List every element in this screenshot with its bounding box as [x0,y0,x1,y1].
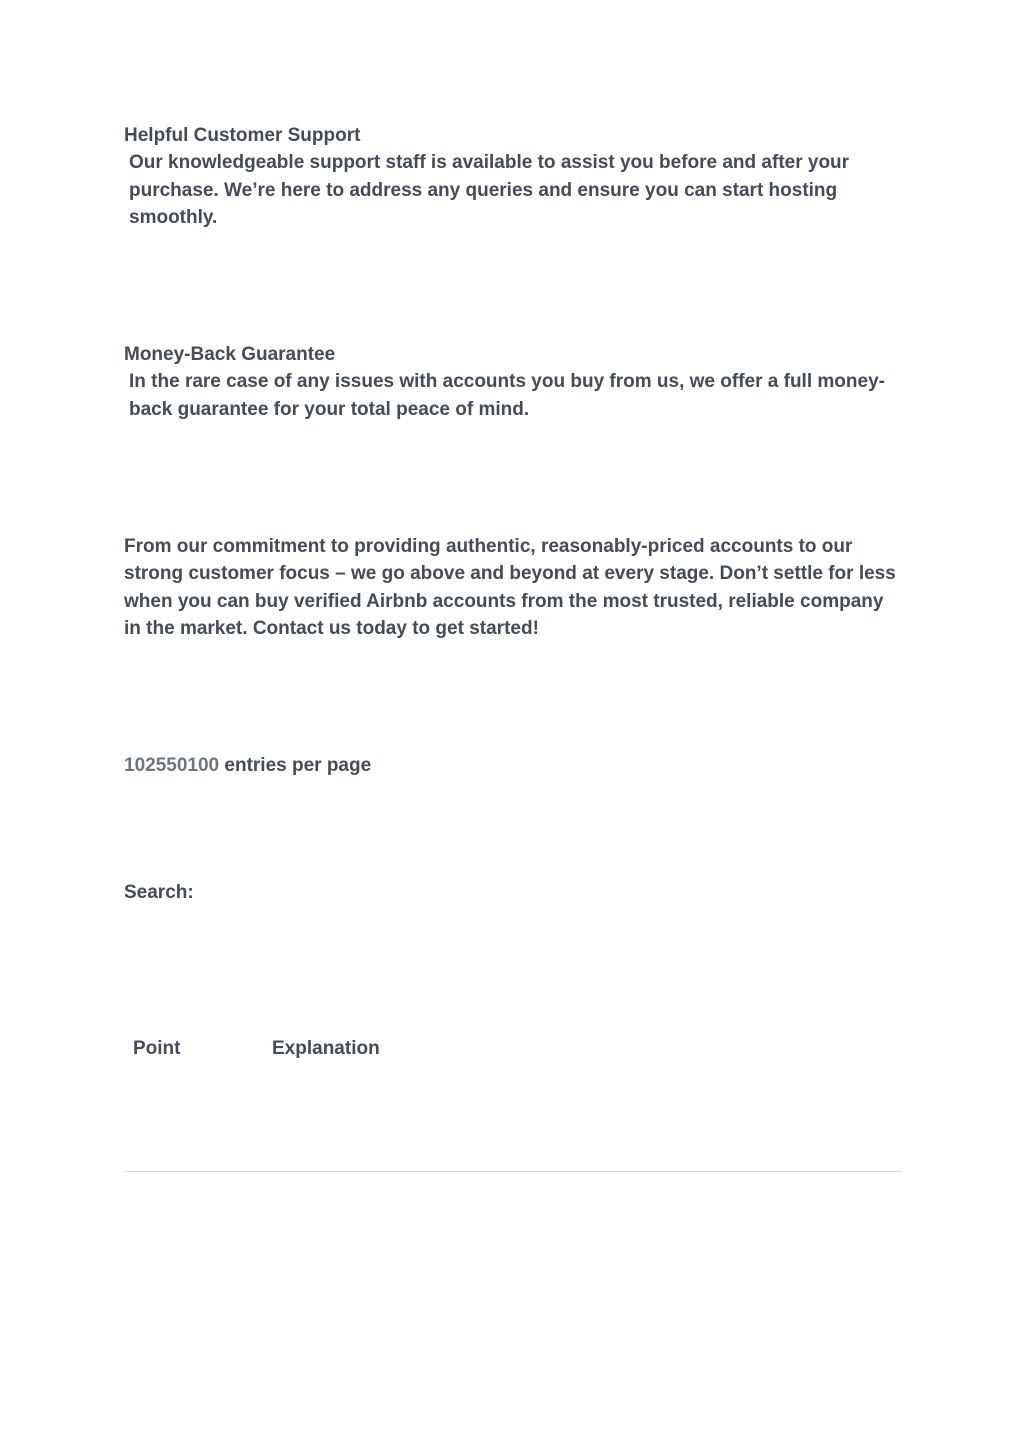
closing-text: From our commitment to providing authentic, reasonably-priced accounts to our strong customer focus – we go above and beyond at every stage. Don’t settle for less when you can buy verified Airbnb accounts from the most trusted, reliable company in the market. Contact us today to get started! [124,536,896,639]
entries-per-page-control [124,752,371,779]
entries-options[interactable]: 102550100 [124,755,220,776]
table-divider [124,1171,901,1172]
search-label: Search: [124,882,194,903]
support-body: Our knowledgeable support staff is available to assist you before and after your purchase. We’re here to address any queries and ensure you can start hosting smoothly. [129,152,850,228]
support-section [124,122,904,231]
table-header-point[interactable]: Point [133,1038,181,1059]
guarantee-title: Money-Back Guarantee [124,344,336,365]
table-header-explanation[interactable]: Explanation [272,1038,380,1059]
guarantee-section [124,341,904,423]
guarantee-body: In the rare case of any issues with accounts you buy from us, we offer a full money-back guarantee for your total peace of mind. [129,371,885,420]
support-title: Helpful Customer Support [124,125,361,146]
entries-label: entries per page [224,755,372,776]
closing-section [124,533,904,642]
